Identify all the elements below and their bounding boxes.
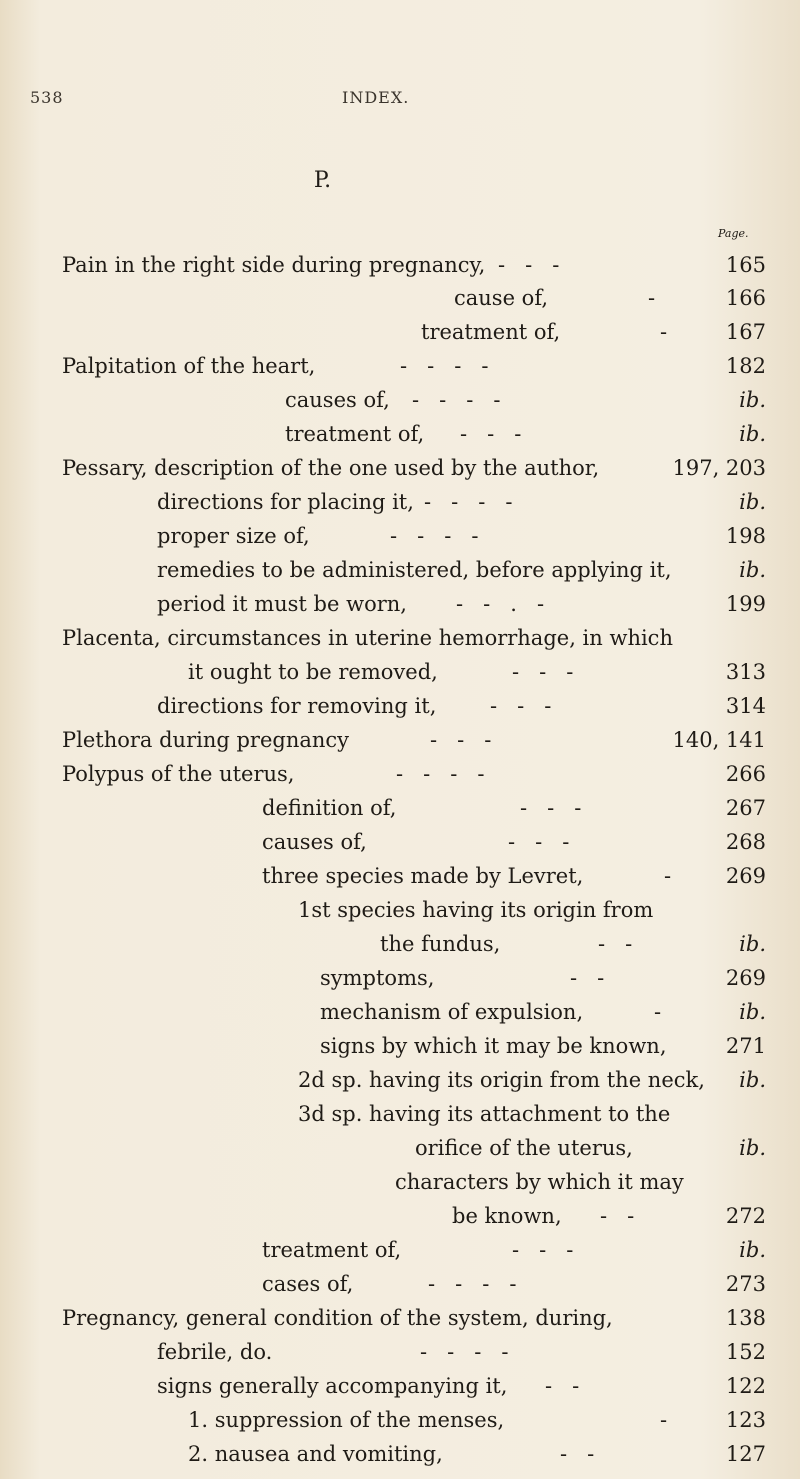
entry-page: 138	[725, 1306, 766, 1330]
index-entry	[0, 485, 800, 519]
entry-leader: - - - -	[428, 1272, 517, 1296]
index-entry	[0, 1233, 800, 1267]
entry-text: directions for placing it,	[157, 490, 414, 514]
entry-text: signs generally accompanying it,	[157, 1374, 508, 1398]
entry-text: signs by which it may be known,	[320, 1034, 667, 1058]
entry-leader: - - - -	[400, 354, 489, 378]
entry-page: ib.	[739, 558, 766, 582]
index-entry	[0, 383, 800, 417]
entry-text: orifice of the uterus,	[415, 1136, 633, 1160]
entry-leader: - -	[545, 1374, 580, 1398]
index-entry	[0, 791, 800, 825]
entry-page: 266	[725, 762, 766, 786]
entry-leader: - -	[600, 1204, 635, 1228]
entry-text: period it must be worn,	[157, 592, 407, 616]
entry-text: symptoms,	[320, 966, 435, 990]
entry-text: Palpitation of the heart,	[62, 354, 316, 378]
entry-leader: - - - -	[412, 388, 501, 412]
entry-page: ib.	[739, 1136, 766, 1160]
index-entry	[0, 927, 800, 961]
entry-page: 199	[725, 592, 766, 616]
entry-leader: -	[648, 286, 656, 310]
entry-page: 269	[725, 966, 766, 990]
index-entry	[0, 1097, 800, 1131]
entry-text: directions for removing it,	[157, 694, 437, 718]
entry-text: be known,	[452, 1204, 562, 1228]
entry-page: 127	[725, 1442, 766, 1466]
entry-leader: - - - -	[390, 524, 479, 548]
entry-text: remedies to be administered, before applying it,	[157, 558, 672, 582]
entry-text: causes of,	[262, 830, 367, 854]
page-column-heading: Page.	[718, 227, 749, 240]
entry-leader: - - -	[520, 796, 582, 820]
index-entry	[0, 961, 800, 995]
entry-page: ib.	[739, 932, 766, 956]
entry-text: Pessary, description of the one used by the author,	[62, 456, 600, 480]
index-entry	[0, 587, 800, 621]
page-number: 538	[30, 88, 64, 107]
entry-page: 314	[725, 694, 766, 718]
entry-text: three species made by Levret,	[262, 864, 584, 888]
entry-text: 1st species having its origin from	[298, 898, 654, 922]
entry-leader: - - - -	[424, 490, 513, 514]
index-entry	[0, 417, 800, 451]
index-entry	[0, 1335, 800, 1369]
entry-text: cases of,	[262, 1272, 354, 1296]
index-entry	[0, 689, 800, 723]
index-entry	[0, 995, 800, 1029]
entry-page: ib.	[739, 1000, 766, 1024]
entry-text: treatment of,	[421, 320, 561, 344]
entry-text: Placenta, circumstances in uterine hemorrhage, in which	[62, 626, 673, 650]
index-entry	[0, 757, 800, 791]
index-entry	[0, 349, 800, 383]
entry-text: it ought to be removed,	[188, 660, 438, 684]
index-entry	[0, 1403, 800, 1437]
section-letter: P.	[313, 168, 332, 193]
entry-page: 152	[725, 1340, 766, 1364]
entry-page: 140, 141	[672, 728, 766, 752]
entry-page: 268	[725, 830, 766, 854]
entry-page: 273	[725, 1272, 766, 1296]
entry-page: ib.	[739, 490, 766, 514]
entry-page: 198	[725, 524, 766, 548]
entry-text: treatment of,	[285, 422, 425, 446]
entry-leader: - - -	[512, 1238, 574, 1262]
index-entry	[0, 1267, 800, 1301]
entry-leader: -	[664, 864, 672, 888]
index-entry	[0, 519, 800, 553]
entry-page: 197, 203	[672, 456, 766, 480]
entry-page: ib.	[739, 1238, 766, 1262]
entry-page: 271	[725, 1034, 766, 1058]
entry-leader: - - - -	[420, 1340, 509, 1364]
index-entry	[0, 553, 800, 587]
index-entry	[0, 1369, 800, 1403]
entry-leader: -	[660, 320, 668, 344]
entry-text: 1. suppression of the menses,	[188, 1408, 505, 1432]
entry-page: ib.	[739, 1068, 766, 1092]
index-entry	[0, 1301, 800, 1335]
entry-page: 269	[725, 864, 766, 888]
index-entry	[0, 281, 800, 315]
entry-leader: - -	[560, 1442, 595, 1466]
entry-page: 122	[725, 1374, 766, 1398]
index-entry	[0, 1029, 800, 1063]
entry-text: cause of,	[454, 286, 549, 310]
entry-text: Pain in the right side during pregnancy,	[62, 253, 486, 277]
index-entry	[0, 893, 800, 927]
index-entry	[0, 315, 800, 349]
entry-text: the fundus,	[380, 932, 501, 956]
entry-page: 166	[725, 286, 766, 310]
index-entry	[0, 1063, 800, 1097]
index-entry	[0, 621, 800, 655]
entry-leader: - - -	[490, 694, 552, 718]
entry-leader: - - -	[512, 660, 574, 684]
index-entry	[0, 723, 800, 757]
entry-leader: - - - -	[396, 762, 485, 786]
entry-text: characters by which it may	[395, 1170, 684, 1194]
entry-leader: - - -	[508, 830, 570, 854]
entry-leader: -	[654, 1000, 662, 1024]
entry-leader: -	[660, 1408, 668, 1432]
entry-text: proper size of,	[157, 524, 310, 548]
entry-leader: - -	[570, 966, 605, 990]
entry-leader: - - -	[460, 422, 522, 446]
entry-page: 165	[725, 253, 766, 277]
index-entry	[0, 825, 800, 859]
entry-text: definition of,	[262, 796, 397, 820]
entry-text: mechanism of expulsion,	[320, 1000, 584, 1024]
entry-leader: - - -	[430, 728, 492, 752]
index-entry	[0, 1437, 800, 1471]
index-entry	[0, 451, 800, 485]
index-entry	[0, 1199, 800, 1233]
entry-text: febrile, do.	[157, 1340, 273, 1364]
entry-text: causes of,	[285, 388, 390, 412]
entry-page: ib.	[739, 388, 766, 412]
entry-leader: - - . -	[456, 592, 545, 616]
entry-text: Plethora during pregnancy	[62, 728, 350, 752]
index-entry	[0, 859, 800, 893]
entry-leader: - - -	[498, 253, 560, 277]
index-entry	[0, 248, 800, 282]
entry-page: ib.	[739, 422, 766, 446]
index-entry	[0, 1165, 800, 1199]
index-entry	[0, 1131, 800, 1165]
entry-text: 2d sp. having its origin from the neck,	[298, 1068, 705, 1092]
entry-page: 182	[725, 354, 766, 378]
running-title: INDEX.	[342, 88, 410, 107]
entry-text: 3d sp. having its attachment to the	[298, 1102, 671, 1126]
index-entry	[0, 655, 800, 689]
entry-text: treatment of,	[262, 1238, 402, 1262]
entry-text: 2. nausea and vomiting,	[188, 1442, 443, 1466]
entry-text: Polypus of the uterus,	[62, 762, 295, 786]
entry-page: 167	[725, 320, 766, 344]
entry-page: 313	[725, 660, 766, 684]
entry-page: 267	[725, 796, 766, 820]
entry-text: Pregnancy, general condition of the system, during,	[62, 1306, 613, 1330]
entry-page: 123	[725, 1408, 766, 1432]
entry-leader: - -	[598, 932, 633, 956]
entry-page: 272	[725, 1204, 766, 1228]
